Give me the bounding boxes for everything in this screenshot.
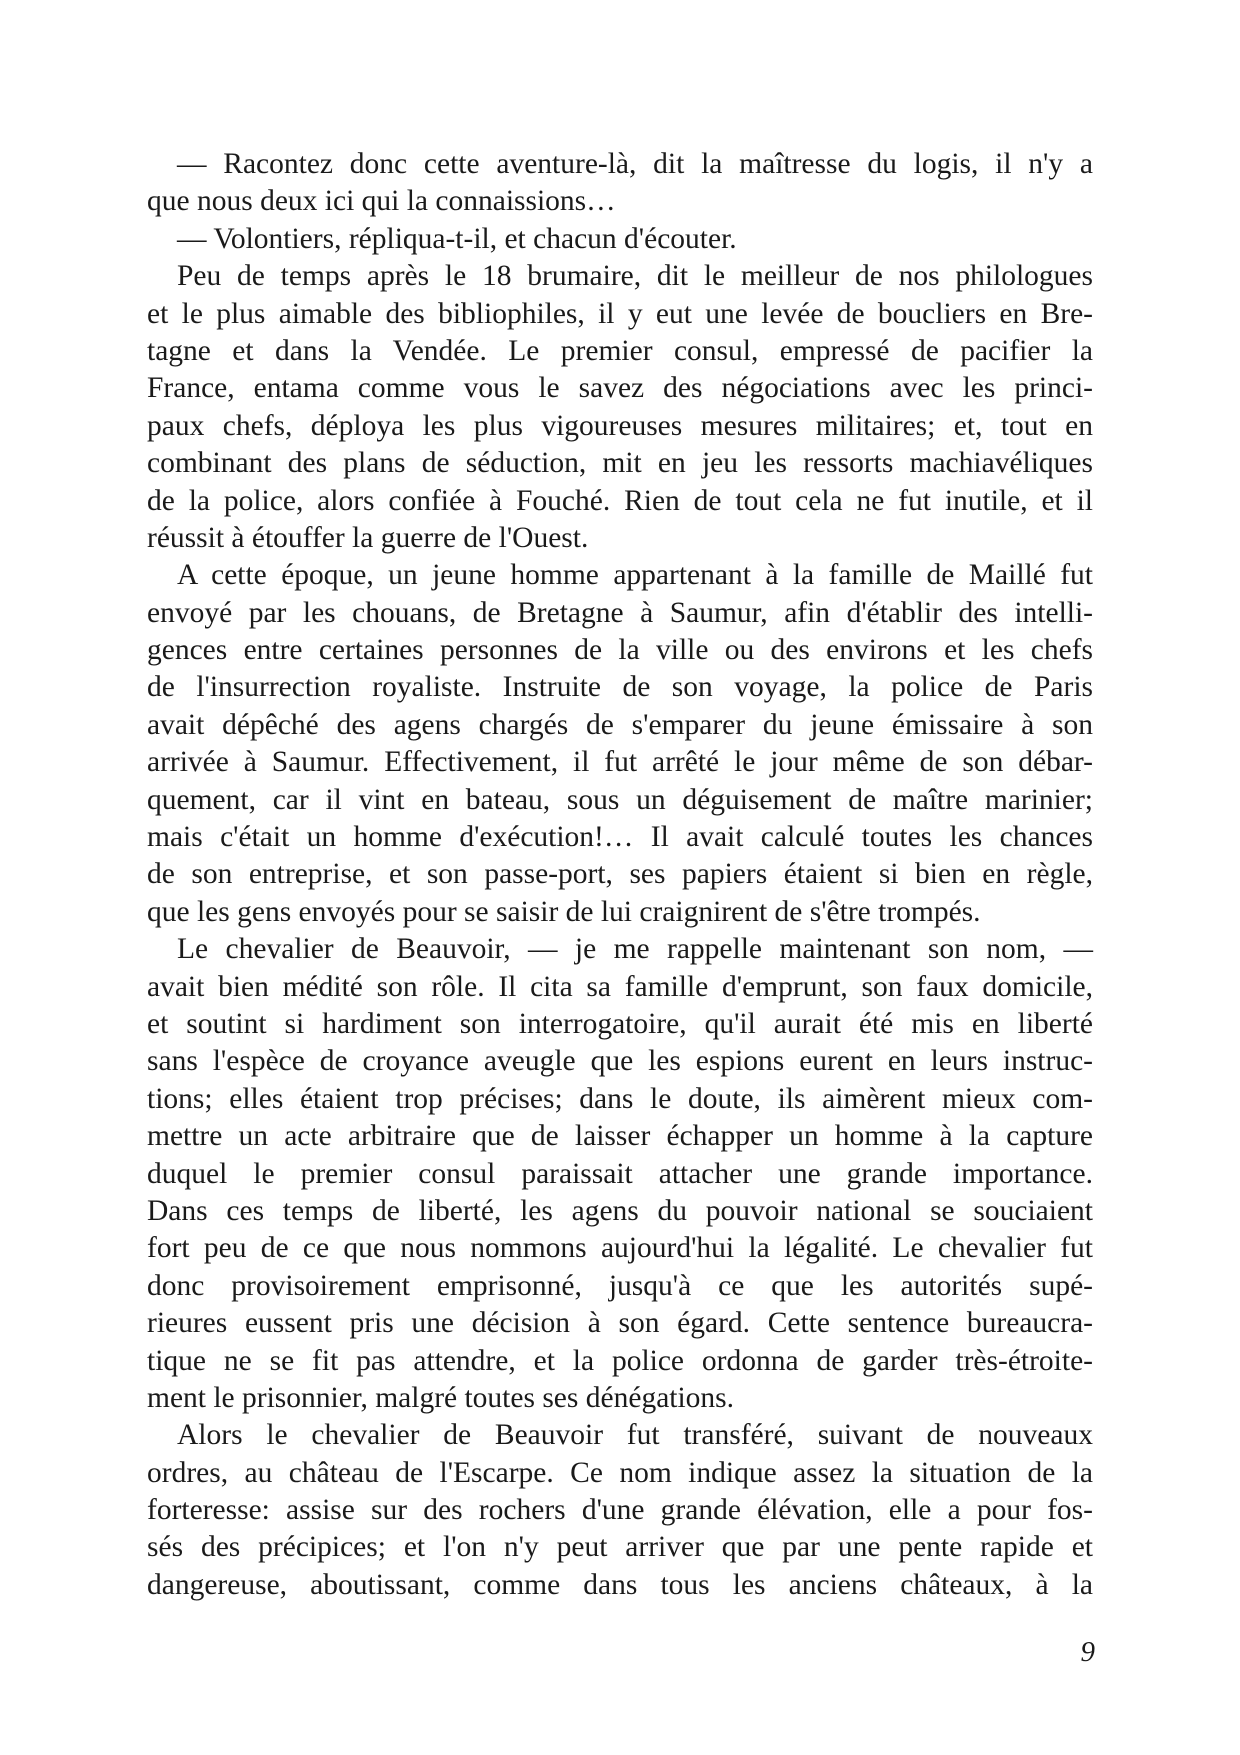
text-line: quement, car il vint en bateau, sous un déguisement de maître marinier; xyxy=(147,783,1093,816)
text-line: et le plus aimable des bibliophiles, il y eut une levée de boucliers en Bre- xyxy=(147,297,1093,330)
text-line: — Volontiers, répliqua-t-il, et chacun d'écouter. xyxy=(177,222,737,255)
text-line: sans l'espèce de croyance aveugle que les espions eurent en leurs instruc- xyxy=(147,1045,1093,1078)
text-line: et soutint si hardiment son interrogatoire, qu'il aurait été mis en liberté xyxy=(147,1007,1093,1040)
text-line: ment le prisonnier, malgré toutes ses dénégations. xyxy=(147,1381,735,1414)
text-line: que nous deux ici qui la connaissions… xyxy=(147,185,616,218)
text-line: A cette époque, un jeune homme appartenant à la famille de Maillé fut xyxy=(177,559,1093,592)
text-line: Alors le chevalier de Beauvoir fut transféré, suivant de nouveaux xyxy=(177,1419,1093,1452)
text-line: France, entama comme vous le savez des négociations avec les princi- xyxy=(147,372,1093,405)
page-number: 9 xyxy=(1080,1636,1095,1668)
text-line: Peu de temps après le 18 brumaire, dit le meilleur de nos philologues xyxy=(177,260,1093,293)
text-line: envoyé par les chouans, de Bretagne à Saumur, afin d'établir des intelli- xyxy=(147,596,1093,629)
text-line: rieures eussent pris une décision à son égard. Cette sentence bureaucra- xyxy=(147,1307,1093,1340)
text-line: de l'insurrection royaliste. Instruite de son voyage, la police de Paris xyxy=(147,671,1093,704)
text-line: ordres, au château de l'Escarpe. Ce nom indique assez la situation de la xyxy=(147,1456,1093,1489)
text-line: paux chefs, déploya les plus vigoureuses mesures militaires; et, tout en xyxy=(147,409,1093,442)
text-line: dangereuse, aboutissant, comme dans tous les anciens châteaux, à la xyxy=(147,1568,1093,1601)
text-line: — Racontez donc cette aventure-là, dit la maîtresse du logis, il n'y a xyxy=(177,148,1093,180)
text-line: Le chevalier de Beauvoir, — je me rappelle maintenant son nom, — xyxy=(177,933,1093,966)
text-line: Dans ces temps de liberté, les agens du pouvoir national se souciaient xyxy=(147,1194,1093,1227)
text-line: fort peu de ce que nous nommons aujourd'hui la légalité. Le chevalier fut xyxy=(147,1232,1093,1265)
text-line: tions; elles étaient trop précises; dans le doute, ils aimèrent mieux com- xyxy=(147,1082,1093,1115)
text-line: sés des précipices; et l'on n'y peut arriver que par une pente rapide et xyxy=(147,1531,1093,1564)
text-line: avait dépêché des agens chargés de s'emparer du jeune émissaire à son xyxy=(147,708,1093,741)
text-line: réussit à étouffer la guerre de l'Ouest. xyxy=(147,521,589,554)
body-text xyxy=(147,146,1093,1604)
text-line: mais c'était un homme d'exécution!… Il avait calculé toutes les chances xyxy=(147,821,1093,854)
text-line: de la police, alors confiée à Fouché. Rien de tout cela ne fut inutile, et il xyxy=(147,484,1093,517)
text-line: forteresse: assise sur des rochers d'une grande élévation, elle a pour fos- xyxy=(147,1494,1093,1527)
text-line: avait bien médité son rôle. Il cita sa famille d'emprunt, son faux domicile, xyxy=(147,970,1093,1003)
text-line: combinant des plans de séduction, mit en jeu les ressorts machiavéliques xyxy=(147,447,1093,480)
text-line: donc provisoirement emprisonné, jusqu'à ce que les autorités supé- xyxy=(147,1269,1093,1302)
text-line: tique ne se fit pas attendre, et la police ordonna de garder très-étroite- xyxy=(147,1344,1093,1377)
text-line: tagne et dans la Vendée. Le premier consul, empressé de pacifier la xyxy=(147,334,1093,367)
text-line: duquel le premier consul paraissait attacher une grande importance. xyxy=(147,1157,1093,1190)
text-line: arrivée à Saumur. Effectivement, il fut arrêté le jour même de son débar- xyxy=(147,746,1093,779)
text-line: que les gens envoyés pour se saisir de lui craignirent de s'être trompés. xyxy=(147,895,981,928)
text-line: gences entre certaines personnes de la ville ou des environs et les chefs xyxy=(147,634,1093,667)
text-line: mettre un acte arbitraire que de laisser échapper un homme à la capture xyxy=(147,1120,1093,1153)
text-line: de son entreprise, et son passe-port, ses papiers étaient si bien en règle, xyxy=(147,858,1093,891)
